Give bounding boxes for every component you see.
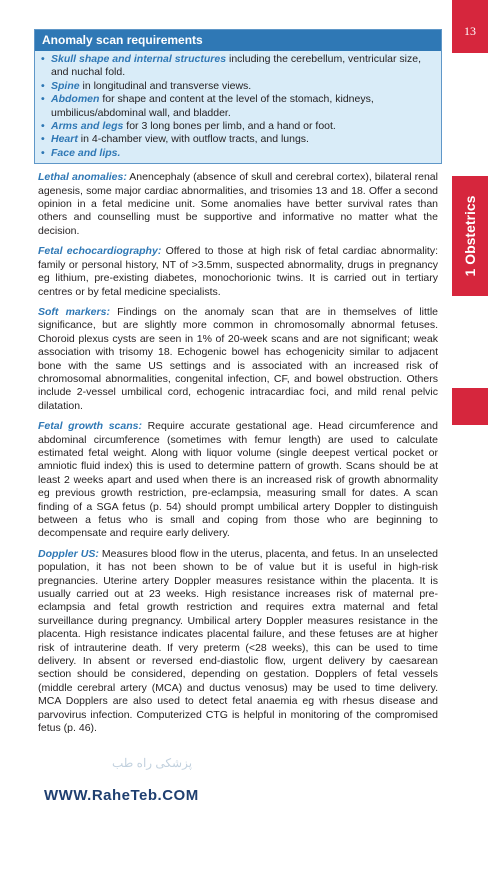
- paragraph-text: Offered to those at high risk of fetal cardiac abnormality: family or personal history, NT of >3.5mm, suspected abnormality, drugs in pregnancy eg lithium, pre-existing diabetes, monochorionic twins. It is carried out in tertiary centres or by fetal medicine specialists.: [38, 245, 438, 298]
- paragraph: [38, 548, 438, 736]
- box-item-text: including the cerebellum, ventricular size, and nuchal fold.: [51, 53, 421, 79]
- paragraph-text: Findings on the anomaly scan that are in themselves of little significance, but are slightly more common in chromosomally abnormal fetuses. Choroid plexus cysts are seen in 1% of 20-week scans and are not significant; weak association with trisomy 18. Echogenic bowel has echogenicity similar to adjacent bone with the same US settings and is associated with an increased risk of chromosomal abnormalities, congenital infection, CF, and bowel obstruction. Others include 2-vessel umbilical cord, echogenic intracardiac foci, and mild renal pelvic dilatation.: [38, 305, 438, 412]
- next-chapter-tab: [452, 388, 488, 425]
- box-list-item: [41, 147, 435, 160]
- paragraph-heading: Fetal echocardiography:: [38, 245, 162, 258]
- chapter-tab-strip: [452, 0, 488, 878]
- paragraph: [38, 306, 438, 413]
- box-list-item: [41, 120, 435, 133]
- bullet-icon: •: [41, 133, 45, 146]
- info-box: [34, 29, 442, 164]
- box-item-key: Spine: [51, 79, 80, 92]
- paragraph: [38, 245, 438, 299]
- bullet-icon: •: [41, 79, 45, 92]
- box-item-text: for 3 long bones per limb, and a hand or foot.: [123, 120, 336, 133]
- paragraph-text: Require accurate gestational age. Head circumference and abdominal circumference (sometimes with femur length) are used to calculate estimated fetal weight. Along with liquor volume (single deepest vertical pocket or amniotic fluid index) this is used to determine pattern of growth. Scans should be at least 2 weeks apart and used when there is an increased risk of growth abnormality eg previous growth restriction, pre-eclampsia, measuring small for dates. A scan finding of a SGA fetus (p. 54) should prompt umbilical artery Doppler to distinguish between a fetus who is small and coping from those who are beginning to decompensate and require early delivery.: [38, 420, 438, 540]
- page-content: [34, 29, 442, 736]
- box-item-text: for shape and content at the level of the stomach, kidneys, umbilicus/abdominal wall, and bladder.: [51, 93, 374, 119]
- box-item-key: Skull shape and internal structures: [51, 53, 227, 65]
- box-item-key: Arms and legs: [51, 120, 124, 133]
- paragraph-text: Anencephaly (absence of skull and cerebral cortex), bilateral renal agenesis, some major cardiac abnormalities, and trisomies 13 and 18. Offer a second opinion in a fetal medicine unit. Some anomalies have better survival rates than others and counselling must be supportive and informative no matter what the decision.: [38, 171, 438, 237]
- paragraph-heading: Lethal anomalies:: [38, 171, 127, 184]
- box-item-text: in longitudinal and transverse views.: [79, 79, 252, 92]
- box-list-item: [41, 133, 435, 146]
- box-item-key: Face and lips.: [51, 146, 121, 159]
- paragraph: [38, 420, 438, 541]
- box-list-item: [41, 80, 435, 93]
- box-list-item: [41, 53, 435, 80]
- watermark-arabic: پزشکی راه طب: [112, 756, 193, 770]
- box-list: [35, 51, 441, 163]
- bullet-icon: •: [41, 120, 45, 133]
- bullet-icon: •: [41, 146, 45, 159]
- box-title: Anomaly scan requirements: [35, 30, 441, 51]
- box-list-item: [41, 93, 435, 120]
- watermark: WWW.RaheTeb.COM: [44, 787, 199, 804]
- bullet-icon: •: [41, 93, 45, 106]
- chapter-tab[interactable]: [452, 176, 488, 296]
- page-number: 13: [464, 24, 476, 38]
- paragraph: [38, 171, 438, 238]
- box-item-key: Abdomen: [51, 93, 100, 106]
- paragraph-heading: Soft markers:: [38, 305, 110, 318]
- body-text: [34, 171, 442, 735]
- bullet-icon: •: [41, 53, 45, 65]
- paragraph-heading: Doppler US:: [38, 547, 99, 560]
- chapter-tab-label: 1 Obstetrics: [462, 195, 478, 277]
- paragraph-text: Measures blood flow in the uterus, placenta, and fetus. In an unselected population, it has not been shown to be of value but it is useful in high-risk pregnancies. Uterine artery Doppler measures resistance within the placenta. It is usually carried out at 23 weeks. High resistance increases risk of maternal pre-eclampsia and fetal growth restriction and requires extra maternal and fetal surveillance during pregnancy. Umbilical artery Doppler measures resistance in the placenta. High resistance indicates placental failure, and these fetuses are at higher risk of intrauterine death. If very preterm (<28 weeks), this can be used to time delivery. In absent or reversed end-diastolic flow, urgent delivery by caesarean section should be considered, depending on gestation. Dopplers of fetal vessels (middle cerebral artery (MCA) and ductus venosus) may be used to time delivery. MCA Dopplers are also used to detect fetal anaemia eg with rhesus disease and parvovirus infection. Computerized CTG is helpful in monitoring of the compromised fetus (p. 46).: [38, 547, 438, 735]
- box-item-text: in 4-chamber view, with outflow tracts, and lungs.: [77, 133, 309, 146]
- box-item-key: Heart: [51, 133, 78, 146]
- paragraph-heading: Fetal growth scans:: [38, 420, 142, 433]
